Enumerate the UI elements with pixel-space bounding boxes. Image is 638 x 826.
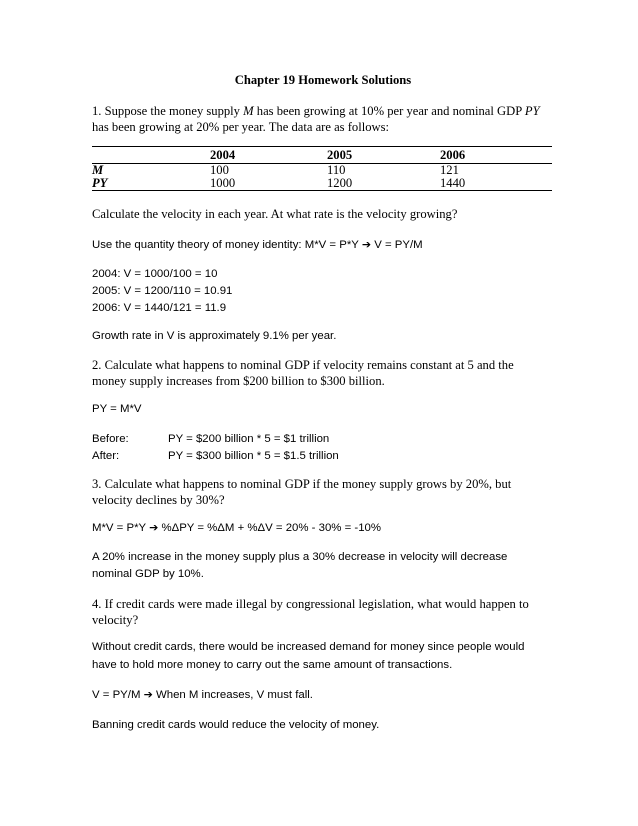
q4-formula: V = PY/M ➔ When M increases, V must fall.	[92, 688, 313, 701]
question-2-text: 2. Calculate what happens to nominal GDP if velocity remains constant at 5 and the money supply increases from $200 billion to $300 billion.	[92, 358, 514, 388]
velocity-calculations	[92, 266, 554, 317]
q2-before-after	[92, 431, 554, 465]
table-cell: 110	[327, 163, 346, 177]
question-1-prompt: Calculate the velocity in each year. At what rate is the velocity growing?	[92, 207, 458, 221]
right-arrow-icon: ➔	[361, 238, 372, 251]
q3-answer: A 20% increase in the money supply plus a 30% decrease in velocity will decrease nominal GDP by 10%.	[92, 551, 508, 580]
q4-conclusion: Banning credit cards would reduce the velocity of money.	[92, 719, 380, 731]
calc-line: 2006: V = 1440/121 = 11.9	[92, 302, 227, 314]
calc-line: 2005: V = 1200/110 = 10.91	[92, 285, 233, 297]
table-cell: 1200	[327, 176, 353, 190]
year-header: 2005	[327, 148, 353, 162]
table-cell: 1000	[210, 176, 236, 190]
q2-formula: PY = M*V	[92, 403, 142, 415]
data-table	[92, 146, 552, 191]
table-cell: 121	[440, 163, 459, 177]
right-arrow-icon: ➔	[149, 521, 159, 534]
after-value: PY = $300 billion * 5 = $1.5 trillion	[168, 450, 339, 462]
table-header-row	[92, 147, 552, 164]
question-4-text: 4. If credit cards were made illegal by congressional legislation, what would happen to velocity?	[92, 597, 529, 627]
table-row	[92, 177, 552, 191]
calc-line: 2004: V = 1000/100 = 10	[92, 268, 218, 280]
page-title: Chapter 19 Homework Solutions	[234, 73, 412, 87]
row-label: PY	[92, 176, 108, 190]
q4-answer: Without credit cards, there would be increased demand for money since people would have to hold more money to carry out the same amount of transactions.	[92, 641, 525, 671]
after-label: After:	[92, 450, 120, 462]
right-arrow-icon: ➔	[143, 688, 153, 701]
table-row	[92, 164, 552, 178]
growth-rate-answer: Growth rate in V is approximately 9.1% per year.	[92, 330, 337, 342]
q3-formula: M*V = P*Y ➔ %ΔPY = %ΔM + %ΔV = 20% - 30% = -10%	[92, 521, 381, 534]
before-value: PY = $200 billion * 5 = $1 trillion	[168, 433, 330, 445]
table-cell: 100	[210, 163, 229, 177]
question-3-text: 3. Calculate what happens to nominal GDP if the money supply grows by 20%, but velocity declines by 30%?	[92, 477, 512, 507]
before-label: Before:	[92, 433, 129, 445]
row-label: M	[92, 163, 104, 177]
identity-line: Use the quantity theory of money identity: M*V = P*Y ➔ V = PY/M	[92, 238, 423, 251]
table-cell: 1440	[440, 176, 466, 190]
question-1-text: 1. Suppose the money supply M has been growing at 10% per year and nominal GDP PY has been growing at 20% per year. The data are as follows:	[92, 104, 540, 134]
year-header: 2006	[440, 148, 466, 162]
year-header: 2004	[210, 148, 236, 162]
